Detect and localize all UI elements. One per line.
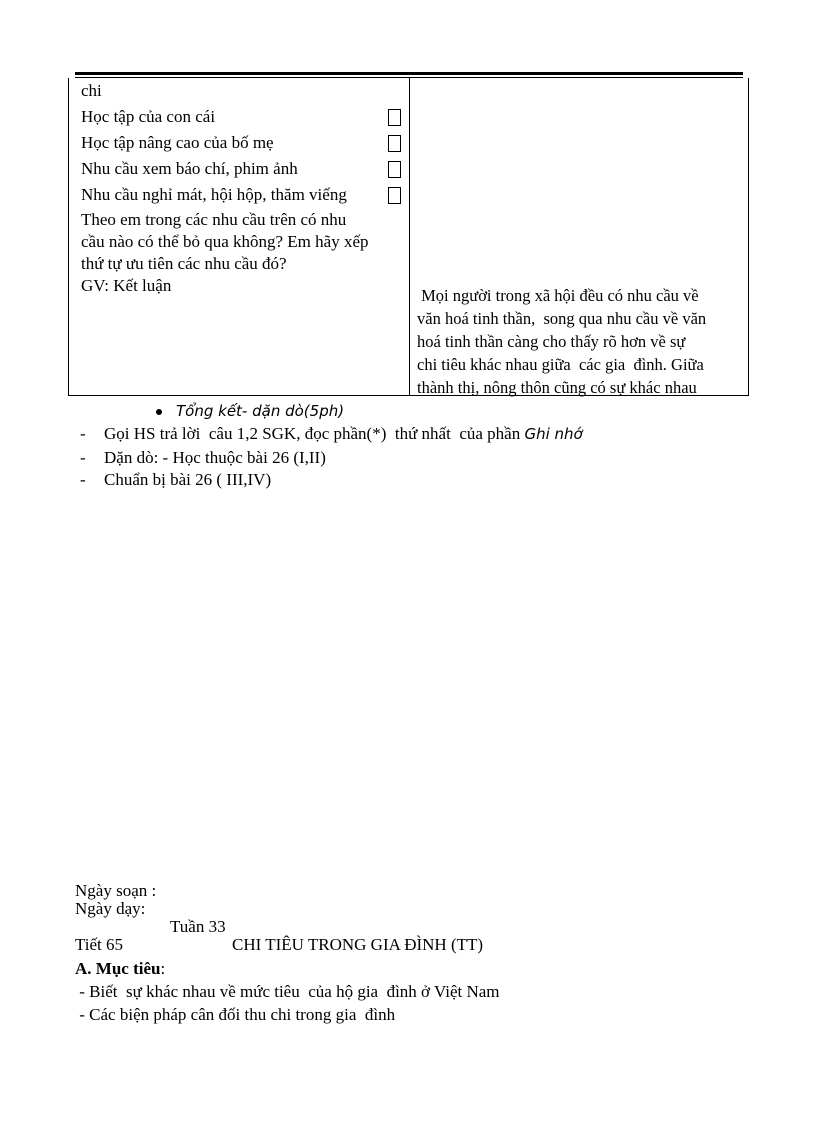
teacher-conclusion: GV: Kết luận (81, 276, 172, 295)
objective-item: - Biết sự khác nhau về mức tiêu của hộ gia đình ở Việt Nam (75, 982, 500, 1001)
checkbox-icon (388, 187, 401, 204)
checklist-item: Học tập nâng cao của bố mẹ (81, 130, 401, 156)
teach-date: Ngày dạy: (75, 899, 146, 918)
objective-item: - Các biện pháp cân đối thu chi trong gia đình (75, 1005, 396, 1024)
question-paragraph: Theo em trong các nhu cầu trên có nhu cầu nào có thể bỏ qua không? Em hãy xếp thứ tự ưu tiên các nhu cầu đó? (81, 210, 369, 273)
checkbox-icon (388, 161, 401, 178)
table-column-divider (409, 78, 410, 396)
summary-item-3: - Chuẩn bị bài 26 ( III,IV) (80, 470, 272, 489)
week-label: Tuần 33 (170, 917, 226, 936)
lesson-title: CHI TIÊU TRONG GIA ĐÌNH (TT) (232, 935, 484, 954)
checklist-item: Nhu cầu xem báo chí, phim ảnh (81, 156, 401, 182)
checklist-item: Nhu cầu nghỉ mát, hội hộp, thăm viếng (81, 182, 401, 208)
bullet-icon (156, 409, 162, 415)
summary-bullet: Tổng kết- dặn dò(5ph) (156, 400, 344, 422)
table-line-first: chi (81, 81, 102, 100)
summary-item-1: - Gọi HS trả lời câu 1,2 SGK, đọc phần(*) thứ nhất của phần Ghi nhớ (80, 424, 583, 443)
table-left-column (81, 78, 401, 297)
checklist-item: Học tập của con cái (81, 104, 401, 130)
period-label: Tiết 65 (75, 935, 124, 954)
summary-item-2: - Dặn dò: - Học thuộc bài 26 (I,II) (80, 448, 326, 467)
header-rule-thick (75, 72, 743, 75)
checkbox-icon (388, 135, 401, 152)
lesson-table (68, 78, 749, 396)
checkbox-icon (388, 109, 401, 126)
table-right-column: Mọi người trong xã hội đều có nhu cầu về văn hoá tinh thần, song qua nhu cầu về văn hoá tinh thần càng cho thấy rõ hơn về sự chi tiêu khác nhau giữa các gia đình. Giữa thành thị, nông thôn cũng có sự khác nhau (417, 286, 707, 397)
section-heading: A. Mục tiêu: (75, 959, 166, 978)
prep-date: Ngày soạn : (75, 881, 157, 900)
